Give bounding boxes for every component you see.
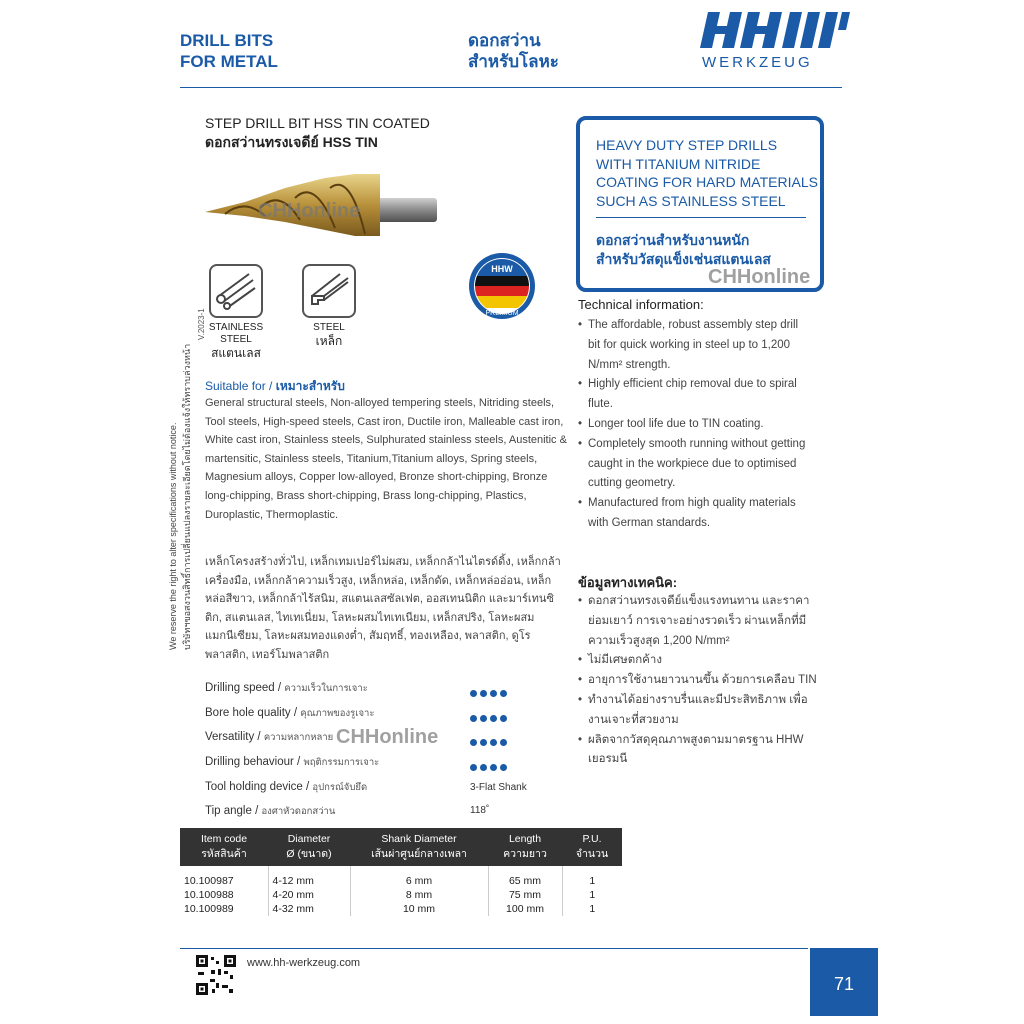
col-pu — [562, 828, 622, 866]
hhw-logo-mark — [700, 8, 850, 52]
cell: 6 mm — [350, 866, 488, 888]
rating-dot — [500, 739, 507, 746]
rating-dots — [470, 733, 510, 751]
version-text: V.2023-1 — [197, 308, 206, 340]
col-label: P.U. — [582, 833, 602, 845]
highlight-en — [596, 136, 818, 210]
steel-icon — [302, 264, 356, 318]
rating-dot — [480, 739, 487, 746]
col-label: Diameter — [287, 833, 331, 845]
cell: 1 — [562, 888, 622, 902]
spec-tip-angle — [205, 804, 335, 819]
list-item: • ไม่มีเศษตกค้าง — [578, 651, 818, 671]
header-divider — [180, 87, 842, 88]
col-label-th: Ø (ขนาด) — [286, 848, 332, 860]
spec-label-th: คุณภาพของรูเจาะ — [300, 708, 375, 719]
list-item: • ดอกสว่านทรงเจดีย์แข็งแรงทนทาน และราคาย่อมเยาว์ การเจาะอย่างรวดเร็ว ผ่านเหล็กที่มีความเร็วสูงสุด 1,200 N/mm² — [578, 592, 818, 651]
rating-dots — [470, 684, 510, 702]
material-steel-en1: STEEL — [313, 322, 345, 333]
spec-label-th: ความหลากหลาย — [263, 732, 334, 743]
rating-dot — [470, 715, 477, 722]
step-drill-image — [205, 158, 440, 238]
header-title-th — [468, 30, 559, 72]
list-item: • ผลิตจากวัสดุคุณภาพสูงตามมาตรฐาน HHW เยอรมนี — [578, 731, 818, 771]
col-label-th: รหัสสินค้า — [201, 848, 247, 860]
highlight-th — [596, 231, 771, 269]
col-label: Length — [508, 833, 542, 845]
rating-dot — [470, 690, 477, 697]
spec-label: Tip angle / — [205, 805, 262, 817]
cell: 10.100987 — [184, 875, 234, 887]
cell: 4-20 mm — [268, 888, 350, 902]
cell: 4-32 mm — [268, 902, 350, 916]
page-number: 71 — [810, 948, 878, 1016]
highlight-divider — [596, 217, 806, 218]
product-title-en: STEP DRILL BIT HSS TIN COATED — [205, 115, 430, 131]
header-title-th-line1: ดอกสว่าน — [468, 31, 541, 50]
cell: 10.100989 — [184, 903, 234, 915]
rating-dot — [480, 690, 487, 697]
spec-label: Bore hole quality / — [205, 707, 301, 719]
spec-label: Tool holding device / — [205, 781, 313, 793]
list-item: • Highly efficient chip removal due to spiral flute. — [578, 375, 813, 415]
qr-code-icon — [196, 955, 236, 995]
spec-value-angle: 118˚ — [470, 805, 490, 816]
col-shank — [350, 828, 488, 866]
highlight-en-line: COATING FOR HARD MATERIALS — [596, 174, 818, 190]
spec-label-th: ความเร็วในการเจาะ — [284, 683, 368, 694]
tech-list-en — [578, 316, 813, 534]
watermark-3: CHHonline — [336, 726, 439, 748]
col-label-th: เส้นผ่าศูนย์กลางเพลา — [371, 848, 467, 860]
rating-dot — [480, 764, 487, 771]
rating-dot — [490, 690, 497, 697]
list-item: • Manufactured from high quality materials with German standards. — [578, 494, 813, 534]
spec-versatility — [205, 730, 333, 745]
spec-label: Drilling behaviour / — [205, 756, 304, 768]
col-diameter — [268, 828, 350, 866]
list-item: • The affordable, robust assembly step drill bit for quick working in steel up to 1,200 N/mm² strength. — [578, 316, 813, 375]
table-header-row — [180, 828, 622, 866]
spec-label: Versatility / — [205, 731, 264, 743]
rating-dot — [470, 764, 477, 771]
product-title-th: ดอกสว่านทรงเจดีย์ HSS TIN — [205, 134, 378, 150]
highlight-th-line: ดอกสว่านสำหรับงานหนัก — [596, 232, 750, 248]
brand-logo — [700, 8, 850, 71]
rating-dot — [490, 739, 497, 746]
col-label-th: ความยาว — [503, 848, 547, 860]
footer-divider — [180, 948, 808, 949]
list-item: • อายุการใช้งานยาวนานขึ้น ด้วยการเคลือบ TIN — [578, 671, 818, 691]
highlight-en-line: WITH TITANIUM NITRIDE — [596, 155, 761, 172]
stainless-steel-icon — [209, 264, 263, 318]
spec-drilling-behaviour — [205, 755, 379, 770]
cell: 8 mm — [350, 888, 488, 902]
rating-dot — [490, 715, 497, 722]
col-length — [488, 828, 562, 866]
header-title-en-line2: FOR METAL — [180, 52, 278, 71]
watermark-2: CHHonline — [708, 266, 811, 288]
spec-bore-quality — [205, 706, 374, 721]
cell: 10 mm — [350, 902, 488, 916]
tech-list-th — [578, 592, 818, 770]
spec-label-th: พฤติกรรมการเจาะ — [303, 757, 380, 768]
col-label-th: จำนวน — [575, 848, 609, 860]
header-title-en — [180, 30, 278, 72]
material-stainless — [201, 264, 271, 361]
spec-value-shank: 3-Flat Shank — [470, 782, 527, 793]
list-item: • Completely smooth running without getting caught in the workpiece due to optimised cutting geometry. — [578, 435, 813, 494]
rating-dot — [500, 764, 507, 771]
suitable-text-en: General structural steels, Non-alloyed tempering steels, Nitriding steels, Tool steels, High-speed steels, Cast iron, Ductile iron, Malleable cast iron, White cast iron, Stainless steels, Sulphurated stainless steels, Austenitic & martensitic, Stainless steels, Titanium,Titanium alloys, Spring steels, Magnesium alloys, Copper low-alloyed, Bronze short-chipping, Bronze long-chipping, Brass short-chipping, Brass long-chipping, Plastics, Duroplastic, Thermoplastic. — [205, 397, 567, 521]
cell: 1 — [562, 866, 622, 888]
side-notice — [168, 320, 192, 650]
item-table — [180, 828, 622, 916]
rating-dot — [480, 715, 487, 722]
tech-heading-en: Technical information: — [578, 297, 704, 312]
material-stainless-th: สแตนเลส — [211, 346, 261, 360]
premium-badge — [468, 252, 536, 320]
highlight-th-line: สำหรับวัสดุแข็งเช่นสแตนเลส — [596, 251, 771, 267]
watermark-1: CHHonline — [258, 200, 361, 222]
cell: 1 — [562, 902, 622, 916]
list-item: • Longer tool life due to TIN coating. — [578, 415, 813, 435]
footer-url[interactable]: www.hh-werkzeug.com — [247, 957, 361, 969]
rating-dot — [500, 715, 507, 722]
spec-label-th: อุปกรณ์จับยึด — [312, 782, 368, 793]
rating-dots — [470, 709, 510, 727]
side-notice-en: We reserve the right to alter specifications without notice. — [168, 422, 178, 650]
col-label: Shank Diameter — [381, 833, 457, 845]
suitable-text-th: เหล็กโครงสร้างทั่วไป, เหล็กเทมเปอร์ไม่ผสม, เหล็กกล้าไนไตรด์ดิ้ง, เหล็กกล้าเครื่องมือ, เหล็กกล้าความเร็วสูง, เหล็กหล่อ, เหล็กดัด, เหล็กหล่ออ่อน, เหล็กหล่อสีขาว, เหล็กกล้าไร้สนิม, สแตนเลสซัลเฟต, ออสเทนนิติก และมาร์เทนซิติก, สแตนเลส, ไทเทเนี่ยม, โลหะผสมไทเทเนียม, เหล็กสปริง, โลหะผสมแมกนีเซียม, โลหะผสมทองแดงต่ำ, สัมฤทธิ์, ทองเหลือง, พลาสติก, ดูโรพลาสติก, เทอร์โมพลาสติก — [205, 556, 561, 661]
col-label: Item code — [200, 833, 248, 845]
tech-heading-th: ข้อมูลทางเทคนิค: — [578, 575, 678, 590]
rating-dot — [470, 739, 477, 746]
cell: 75 mm — [488, 888, 562, 902]
header-title-en-line1: DRILL BITS — [180, 31, 274, 50]
spec-label: Drilling speed / — [205, 682, 285, 694]
rating-dots — [470, 758, 510, 776]
cell: 100 mm — [488, 902, 562, 916]
material-steel-th: เหล็ก — [315, 334, 343, 348]
rating-dot — [490, 764, 497, 771]
cell: 4-12 mm — [268, 866, 350, 888]
svg-text:HHW: HHW — [491, 264, 513, 274]
material-stainless-en2: STEEL — [220, 334, 252, 345]
spec-label-th: องศาหัวดอกสว่าน — [261, 806, 336, 817]
header-title-th-line2: สำหรับโลหะ — [468, 52, 559, 71]
table-row — [180, 902, 622, 916]
suitable-heading-en: Suitable for / — [205, 379, 276, 393]
material-steel — [294, 264, 364, 349]
rating-dot — [500, 690, 507, 697]
product-title — [205, 114, 430, 152]
cell: 10.100988 — [184, 889, 234, 901]
premium-badge-label: PREMIUM — [485, 310, 519, 317]
table-row — [180, 888, 622, 902]
spec-tool-holding — [205, 780, 367, 795]
spec-drilling-speed — [205, 681, 368, 696]
suitable-heading-th: เหมาะสำหรับ — [275, 379, 345, 393]
cell: 65 mm — [488, 866, 562, 888]
brand-sub: WERKZEUG — [702, 54, 813, 71]
highlight-en-line: SUCH AS STAINLESS STEEL — [596, 192, 786, 209]
side-notice-th: บริษัทฯขอสงวนสิทธิ์การเปลี่ยนแปลงรายละเอียดโดยไม่ต้องแจ้งให้ทราบล่วงหน้า — [182, 343, 192, 650]
material-stainless-en1: STAINLESS — [208, 322, 264, 333]
list-item: • ทำงานได้อย่างราบรื่นและมีประสิทธิภาพ เพื่องานเจาะที่สวยงาม — [578, 691, 818, 731]
highlight-en-line: HEAVY DUTY STEP DRILLS — [596, 137, 778, 153]
table-row — [180, 866, 622, 888]
col-item-code — [180, 828, 268, 866]
